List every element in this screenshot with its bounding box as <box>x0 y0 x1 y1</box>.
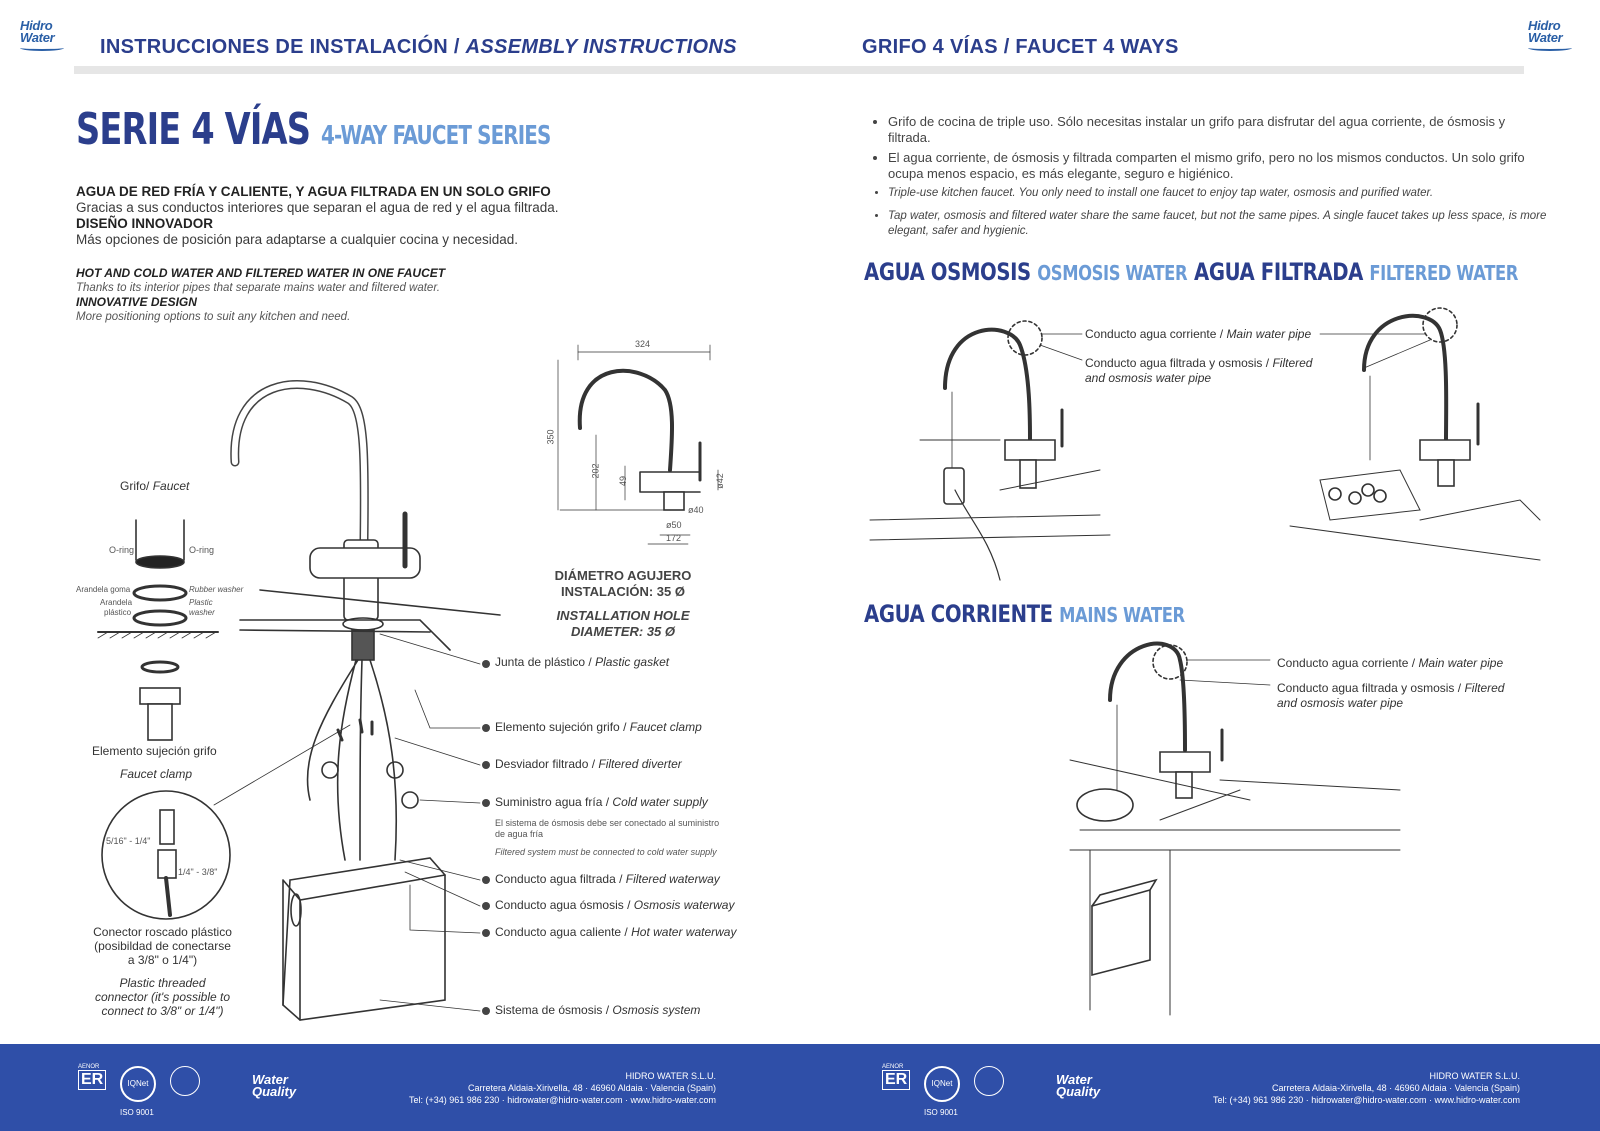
footer-company: HIDRO WATER S.L.U. <box>1429 1071 1520 1081</box>
connector-es-3: a 3/8" o 1/4") <box>127 953 198 967</box>
callout-cold-supply <box>495 795 708 809</box>
osmosis-title-en: OSMOSIS WATER <box>1037 261 1188 285</box>
connector-en-2: connector (it's possible to <box>94 990 231 1004</box>
pipe-filt-en-2: and osmosis water pipe <box>1277 696 1404 710</box>
osmosis-title-es: AGUA OSMOSIS <box>864 258 1031 286</box>
footer-address: Carretera Aldaia-Xirivella, 48 · 46960 Aldaia · Valencia (Spain) <box>1272 1083 1520 1093</box>
callout-en: Osmosis system <box>612 1003 701 1017</box>
pipe-main-en: Main water pipe <box>1226 327 1312 341</box>
supply-note <box>495 818 719 858</box>
callout-es: Elemento sujeción grifo / <box>495 720 627 734</box>
callout-filtered-waterway <box>495 872 720 886</box>
dim-202: 202 <box>590 463 601 479</box>
dim-350: 350 <box>545 429 556 445</box>
callout-en: Cold water supply <box>612 795 708 809</box>
iso-label: ISO 9001 <box>120 1108 154 1117</box>
callout-dot <box>482 761 490 769</box>
pipe-filt-es: Conducto agua filtrada y osmosis / <box>1277 681 1462 695</box>
pipe-main-es: Conducto agua corriente / <box>1277 656 1416 670</box>
intro-para-2-en: More positioning options to suit any kitchen and need. <box>76 311 351 323</box>
footer-contact: Tel: (+34) 961 986 230 · hidrowater@hidro-water.com · www.hidro-water.com <box>1212 1095 1520 1105</box>
pipe-label-main-top <box>1085 327 1311 341</box>
connector-size-a: 5/16" - 1/4" <box>106 836 151 846</box>
pipe-main-en: Main water pipe <box>1418 656 1504 670</box>
callout-dot <box>482 902 490 910</box>
callout-en: Faucet clamp <box>629 720 702 734</box>
hole-es-1: DIÁMETRO AGUJERO <box>554 568 692 583</box>
callout-faucet-clamp <box>495 720 702 734</box>
callout-dot <box>482 799 490 807</box>
brand-line1: Hidro <box>1528 18 1561 33</box>
hole-es-2: INSTALACIÓN: 35 Ø <box>561 584 685 599</box>
faucet-label-es: Grifo/ <box>120 479 150 493</box>
aenor-text: AENOR <box>882 1064 904 1070</box>
faucet-label-en: Faucet <box>152 479 190 493</box>
callout-dot <box>482 1007 490 1015</box>
aenor-badge <box>882 1064 910 1090</box>
installation-hole-note <box>548 568 698 640</box>
filtered-title-en: FILTERED WATER <box>1369 261 1519 285</box>
callout-dot <box>482 876 490 884</box>
wq-line2: Quality <box>1056 1084 1101 1099</box>
dim-49: 49 <box>618 475 629 487</box>
footer-address: Carretera Aldaia-Xirivella, 48 · 46960 Aldaia · Valencia (Spain) <box>468 1083 716 1093</box>
wq-line1: Water <box>252 1072 288 1087</box>
callout-dot <box>482 929 490 937</box>
callout-en: Osmosis waterway <box>633 898 735 912</box>
filtered-title-es: AGUA FILTRADA <box>1194 258 1363 286</box>
wq-line1: Water <box>1056 1072 1092 1087</box>
bullet-item: • Tap water, osmosis and filtered water share the same faucet, but not the same pipes. A single faucet takes up less space, is more elegant, safer and hygienic. <box>888 209 1548 239</box>
callout-osmosis-waterway <box>495 898 734 912</box>
supply-note-en: Filtered system must be connected to cold water supply <box>495 847 717 857</box>
connector-size-b: 1/4" - 3/8" <box>178 867 218 877</box>
washer-es: Arandela goma <box>76 585 131 594</box>
footer-contact: Tel: (+34) 961 986 230 · hidrowater@hidro-water.com · www.hidro-water.com <box>408 1095 716 1105</box>
pipe-label-filtered-top <box>1085 356 1312 386</box>
callout-en: Filtered waterway <box>625 872 720 886</box>
intro-para-2: Más opciones de posición para adaptarse a cualquier cocina y necesidad. <box>76 232 519 247</box>
wq-line2: Quality <box>252 1084 297 1099</box>
oring-left: O-ring <box>109 545 135 555</box>
er-text: ER <box>882 1070 910 1090</box>
supply-note-es-2: de agua fría <box>495 829 544 839</box>
plastic-en-1: Plastic <box>189 598 213 607</box>
mascot-icon <box>170 1066 200 1096</box>
header-right: GRIFO 4 VÍAS / FAUCET 4 WAYS <box>862 36 1179 58</box>
pipe-filt-es: Conducto agua filtrada y osmosis / <box>1085 356 1270 370</box>
hole-en-1: INSTALLATION HOLE <box>556 608 690 623</box>
pipe-filt-en-1: Filtered <box>1272 356 1313 370</box>
washer-en: Rubber washer <box>189 585 244 594</box>
callout-filtered-diverter <box>495 757 682 771</box>
connector-es <box>80 925 245 967</box>
callout-en: Hot water waterway <box>631 925 737 939</box>
bullet-item: • Triple-use kitchen faucet. You only need to install one faucet to enjoy tap water, osmosis and purified water. <box>888 186 1548 201</box>
callout-es: Desviador filtrado / <box>495 757 596 771</box>
aenor-badge <box>78 1064 106 1090</box>
clamp-en: Faucet clamp <box>120 767 193 781</box>
dim-d42: ø42 <box>714 473 725 489</box>
connector-en-3: connect to 3/8" or 1/4") <box>101 1004 224 1018</box>
dim-d50: ø50 <box>666 520 682 530</box>
callout-osmosis-system <box>495 1003 700 1017</box>
dim-172: 172 <box>666 533 682 543</box>
header-left-en: ASSEMBLY INSTRUCTIONS <box>465 36 737 58</box>
intro-heading-1: AGUA DE RED FRÍA Y CALIENTE, Y AGUA FILTRADA EN UN SOLO GRIFO <box>76 184 551 199</box>
brand-line2: Water <box>1528 30 1563 45</box>
intro-heading-1-en: HOT AND COLD WATER AND FILTERED WATER IN ONE FAUCET <box>76 266 446 280</box>
hole-en-2: DIAMETER: 35 Ø <box>570 624 675 639</box>
brand-line1: Hidro <box>20 18 53 33</box>
pipe-filt-en-2: and osmosis water pipe <box>1085 371 1212 385</box>
connector-es-2: (posibildad de conectarse <box>94 939 231 953</box>
mains-title-en: MAINS WATER <box>1059 603 1185 627</box>
brand-line2: Water <box>20 30 55 45</box>
intro-para-1-en: Thanks to its interior pipes that separate mains water and filtered water. <box>76 282 440 294</box>
intro-heading-2: DISEÑO INNOVADOR <box>76 216 214 231</box>
intro-heading-2-en: INNOVATIVE DESIGN <box>76 295 197 309</box>
footer-company: HIDRO WATER S.L.U. <box>625 1071 716 1081</box>
pipe-label-main-mains <box>1277 656 1503 670</box>
pipe-main-es: Conducto agua corriente / <box>1085 327 1224 341</box>
connector-en <box>80 976 245 1018</box>
dim-d40: ø40 <box>688 505 704 515</box>
plastic-es-2: plástico <box>104 608 132 617</box>
mains-title-es: AGUA CORRIENTE <box>864 600 1053 628</box>
pipe-filt-en-1: Filtered <box>1464 681 1505 695</box>
callout-es: Suministro agua fría / <box>495 795 610 809</box>
bullet-item: • El agua corriente, de ósmosis y filtrada comparten el mismo grifo, pero no los mismos conductos. Un solo grifo ocupa menos espacio, es más elegante, seguro e higiénico. <box>888 150 1548 182</box>
callout-dot <box>482 660 490 668</box>
aenor-text: AENOR <box>78 1064 100 1070</box>
iso-label: ISO 9001 <box>924 1108 958 1117</box>
callout-es: Conducto agua filtrada / <box>495 872 623 886</box>
series-title-en: 4-WAY FAUCET SERIES <box>320 121 551 151</box>
footer-address-right <box>1104 1070 1520 1106</box>
pipe-label-filtered-mains <box>1277 681 1504 711</box>
water-quality-logo <box>212 1074 296 1098</box>
callout-en: Plastic gasket <box>595 655 670 669</box>
callout-en: Filtered diverter <box>598 757 682 771</box>
oring-right: O-ring <box>189 545 215 555</box>
connector-en-1: Plastic threaded <box>119 976 206 990</box>
callout-es: Sistema de ósmosis / <box>495 1003 610 1017</box>
plastic-en-2: washer <box>189 608 215 617</box>
connector-es-1: Conector roscado plástico <box>93 925 232 939</box>
dim-324: 324 <box>635 339 651 349</box>
callout-es: Junta de plástico / <box>495 655 592 669</box>
supply-note-es-1: El sistema de ósmosis debe ser conectado al suministro <box>495 818 720 828</box>
callout-hot-waterway <box>495 925 736 939</box>
footer-address-left <box>300 1070 716 1106</box>
intro-para-1: Gracias a sus conductos interiores que separan el agua de red y el agua filtrada. <box>76 200 559 215</box>
callout-plastic-gasket <box>495 655 669 669</box>
series-title-es: SERIE 4 VÍAS <box>76 104 311 155</box>
mascot-icon <box>974 1066 1004 1096</box>
bullet-item: • Grifo de cocina de triple uso. Sólo necesitas instalar un grifo para disfrutar del agua corriente, de ósmosis y filtrada. <box>888 114 1548 146</box>
iqnet-badge: IQNet <box>120 1066 156 1102</box>
iqnet-badge: IQNet <box>924 1066 960 1102</box>
callout-es: Conducto agua caliente / <box>495 925 628 939</box>
water-quality-logo <box>1016 1074 1100 1098</box>
clamp-es: Elemento sujeción grifo <box>92 744 217 758</box>
header-left-es: INSTRUCCIONES DE INSTALACIÓN / <box>100 36 460 58</box>
faucet-label <box>120 479 189 493</box>
callout-es: Conducto agua ósmosis / <box>495 898 631 912</box>
callout-dot <box>482 724 490 732</box>
plastic-es-1: Arandela <box>100 598 133 607</box>
er-text: ER <box>78 1070 106 1090</box>
